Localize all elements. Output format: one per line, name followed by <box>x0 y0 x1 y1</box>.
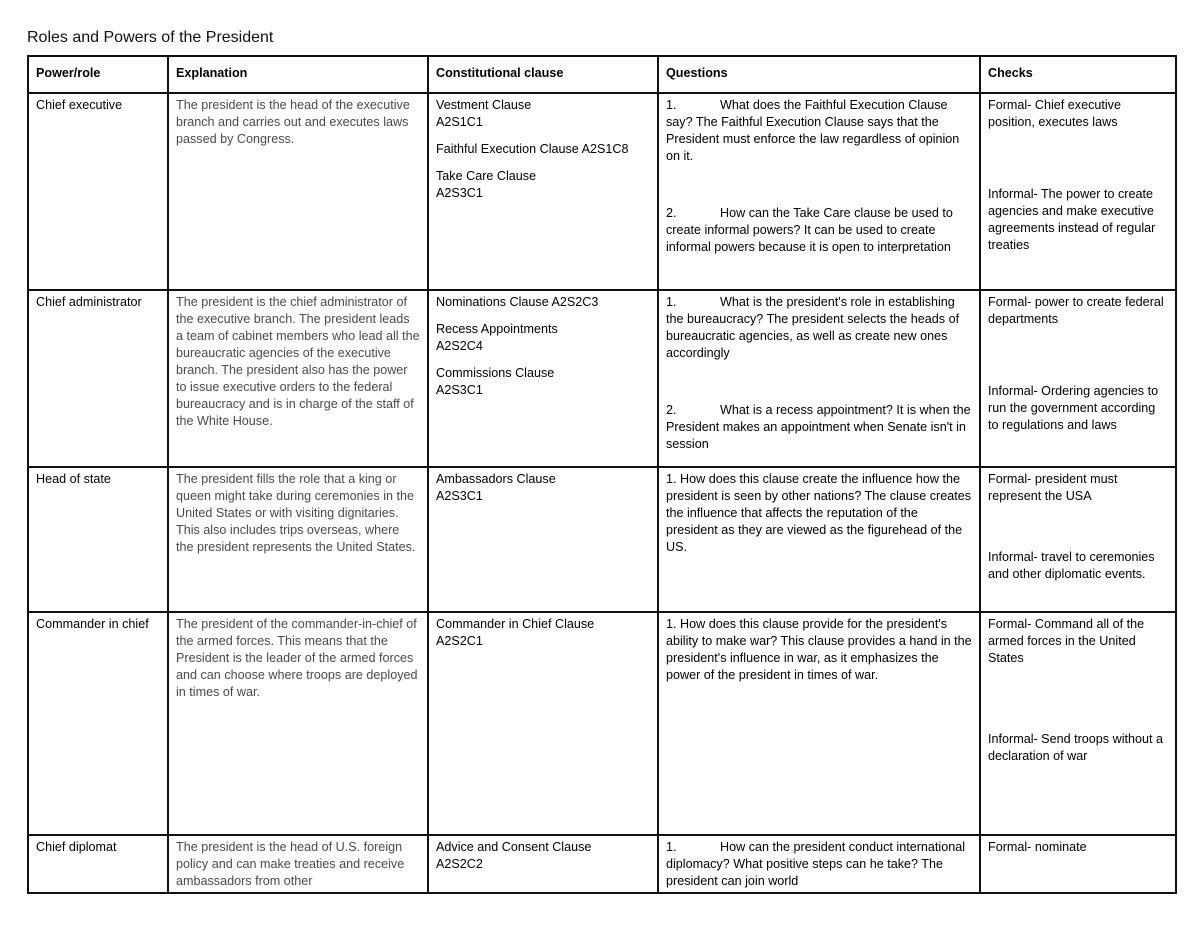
clause-entry <box>436 141 650 158</box>
question-number: 1. <box>666 98 677 112</box>
role-cell: Chief diplomat <box>28 835 168 893</box>
informal-check: Informal- Send troops without a declaration of war <box>988 732 1164 763</box>
questions-cell <box>658 612 980 835</box>
question-item <box>666 839 972 890</box>
clause-entry <box>436 471 650 505</box>
role-cell: Head of state <box>28 467 168 612</box>
clause-entry <box>436 365 650 399</box>
clause-code: A2S2C1 <box>436 634 483 648</box>
header-power-role: Power/role <box>28 56 168 93</box>
table-header-row <box>28 56 1176 93</box>
clause-code: A2S3C1 <box>436 383 483 397</box>
question-item: 1. How does this clause create the influence how the president is seen by other nations? The clause creates the influence that affects the reputation of the president as they are viewed as the figurehead of the US. <box>666 472 971 554</box>
clause-name: Nominations Clause A2S2C3 <box>436 295 599 309</box>
questions-cell <box>658 467 980 612</box>
roles-powers-table <box>27 55 1177 894</box>
table-row <box>28 835 1176 893</box>
table-row <box>28 290 1176 467</box>
question-item: 1. How does this clause provide for the president's ability to make war? This clause provides a hand in the president's influence in war, as it emphasizes the power of the president in times of war. <box>666 617 972 682</box>
clause-code: A2S3C1 <box>436 489 483 503</box>
header-constitutional-clause: Constitutional clause <box>428 56 658 93</box>
formal-check: Formal- power to create federal departments <box>988 295 1164 326</box>
clause-entry <box>436 321 650 355</box>
clause-name: Advice and Consent Clause <box>436 840 592 854</box>
clause-code: A2S1C1 <box>436 115 483 129</box>
clause-entry <box>436 616 650 650</box>
header-explanation: Explanation <box>168 56 428 93</box>
clause-name: Ambassadors Clause <box>436 472 556 486</box>
role-cell: Chief executive <box>28 93 168 290</box>
table-row <box>28 93 1176 290</box>
clause-cell <box>428 93 658 290</box>
checks-cell <box>980 93 1176 290</box>
question-item <box>666 402 972 453</box>
checks-cell <box>980 835 1176 893</box>
question-text: How can the president conduct international diplomacy? What positive steps can he take? The president can join world <box>666 840 966 888</box>
explanation-cell: The president fills the role that a king or queen might take during ceremonies in the United States or with visiting dignitaries. This also includes trips overseas, where the president represents the United States. <box>168 467 428 612</box>
question-text: What is the president's role in establishing the bureaucracy? The president selects the heads of bureaucratic agencies, as well as create new ones accordingly <box>666 295 960 360</box>
clause-cell <box>428 835 658 893</box>
clause-name: Commander in Chief Clause <box>436 617 595 631</box>
informal-check: Informal- Ordering agencies to run the government according to regulations and laws <box>988 384 1159 432</box>
clause-name: Recess Appointments <box>436 322 558 336</box>
explanation-cell: The president of the commander-in-chief of the armed forces. This means that the President is the leader of the armed forces and can choose where troops are deployed in times of war. <box>168 612 428 835</box>
header-questions: Questions <box>658 56 980 93</box>
clause-entry <box>436 168 650 202</box>
clause-code: A2S2C4 <box>436 339 483 353</box>
clause-entry <box>436 294 650 311</box>
question-number: 1. <box>666 295 677 309</box>
questions-cell <box>658 93 980 290</box>
checks-cell <box>980 612 1176 835</box>
question-text: What does the Faithful Execution Clause say? The Faithful Execution Clause says that the President must enforce the law regardless of opinion on it. <box>666 98 960 163</box>
question-text: How can the Take Care clause be used to create informal powers? It can be used to create informal powers because it is open to interpretation <box>666 206 953 254</box>
clause-entry <box>436 97 650 131</box>
informal-check: Informal- The power to create agencies and make executive agreements instead of regular treaties <box>988 187 1156 252</box>
clause-name: Commissions Clause <box>436 366 555 380</box>
formal-check: Formal- Chief executive position, executes laws <box>988 98 1121 129</box>
explanation-cell: The president is the head of the executive branch and carries out and executes laws passed by Congress. <box>168 93 428 290</box>
clause-code: A2S3C1 <box>436 186 483 200</box>
header-checks: Checks <box>980 56 1176 93</box>
role-cell: Commander in chief <box>28 612 168 835</box>
question-item <box>666 97 972 165</box>
formal-check: Formal- president must represent the USA <box>988 472 1118 503</box>
explanation-cell: The president is the chief administrator of the executive branch. The president leads a team of cabinet members who lead all the bureaucratic agencies of the executive branch. The president also has the power to issue executive orders to the federal bureaucracy and is in charge of the staff of the White House. <box>168 290 428 467</box>
checks-cell <box>980 290 1176 467</box>
question-number: 2. <box>666 206 677 220</box>
question-number: 1. <box>666 840 677 854</box>
table-row <box>28 467 1176 612</box>
explanation-cell: The president is the head of U.S. foreign policy and can make treaties and receive ambassadors from other <box>168 835 428 893</box>
question-item <box>666 294 972 362</box>
clause-code: A2S2C2 <box>436 857 483 871</box>
clause-entry <box>436 839 650 873</box>
question-item <box>666 205 972 256</box>
document-title: Roles and Powers of the President <box>27 29 274 46</box>
question-number: 2. <box>666 403 677 417</box>
table-row <box>28 612 1176 835</box>
formal-check: Formal- Command all of the armed forces in the United States <box>988 617 1145 665</box>
checks-cell <box>980 467 1176 612</box>
formal-check: Formal- nominate <box>988 840 1087 854</box>
clause-cell <box>428 612 658 835</box>
role-cell: Chief administrator <box>28 290 168 467</box>
clause-name: Vestment Clause <box>436 98 532 112</box>
questions-cell <box>658 835 980 893</box>
clause-cell <box>428 467 658 612</box>
questions-cell <box>658 290 980 467</box>
question-text: What is a recess appointment? It is when the President makes an appointment when Senate isn't in session <box>666 403 971 451</box>
informal-check: Informal- travel to ceremonies and other diplomatic events. <box>988 550 1155 581</box>
clause-name: Take Care Clause <box>436 169 537 183</box>
clause-name: Faithful Execution Clause A2S1C8 <box>436 142 629 156</box>
clause-cell <box>428 290 658 467</box>
